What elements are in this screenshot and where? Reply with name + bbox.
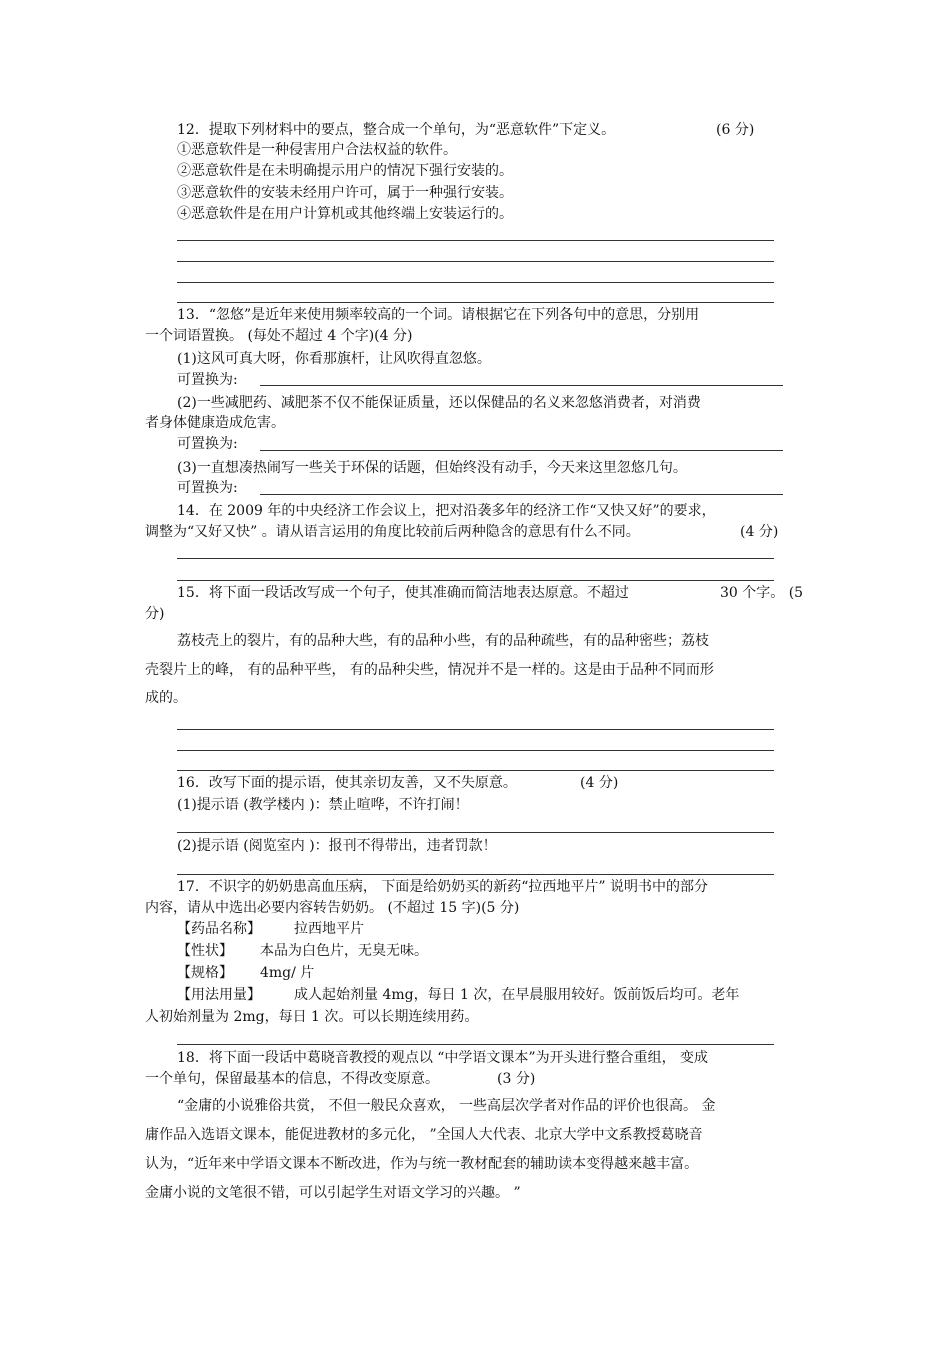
answer-line [177,240,774,241]
q16-sentence-1: (1)提示语 (教学楼内 )：禁止喧哗，不许打闹！ [177,797,469,813]
answer-line [260,450,783,451]
answer-line [177,729,774,730]
q12-score: (6 分) [716,122,755,138]
q13-sentence-3: (3)一直想凑热闹写一些关于环保的话题，但始终没有动手，今天来这里忽悠几句。 [177,460,687,476]
q17-usage-value: 成人起始剂量 4mg，每日 1 次，在早晨服用较好。饭前饭后均可。老年 [294,987,740,1003]
q13-replace-label-2: 可置换为: [177,436,238,452]
q17-stem-line1: 17．不识字的奶奶患高血压病， 下面是给奶奶买的新药“拉西地平片” 说明书中的部分 [177,879,709,895]
answer-line [260,385,783,386]
answer-line [260,494,783,495]
q16-sentence-2: (2)提示语 (阅览室内 )：报刊不得带出，违者罚款！ [177,838,497,854]
q14-score: (4 分) [740,524,779,540]
q17-drug-name-key: 【药品名称】 [177,921,261,937]
answer-line [177,770,774,771]
q16-stem: 16．改写下面的提示语，使其亲切友善，又不失原意。 [177,775,517,791]
q12-item-2: ②恶意软件是在未明确提示用户的情况下强行安装的。 [177,163,513,179]
q18-score: (3 分) [497,1071,536,1087]
answer-line [177,261,774,262]
answer-line [177,874,774,875]
q13-sentence-1: (1)这风可真大呀，你看那旗杆，让风吹得直忽悠。 [177,351,491,367]
q13-sentence-2-line1: (2)一些减肥药、减肥茶不仅不能保证质量，还以保健品的名义来忽悠消费者，对消费 [177,395,701,411]
q14-stem-line1: 14．在 2009 年的中央经济工作会议上，把对沿袭多年的经济工作“又快又好”的要求， [177,503,716,519]
q17-stem-line2: 内容，请从中选出必要内容转告奶奶。 (不超过 15 字)(5 分) [145,900,520,916]
q13-stem-line1: 13．“忽悠”是近年来使用频率较高的一个词。请根据它在下列各句中的意思，分别用 [177,307,700,323]
answer-line [177,832,774,833]
q15-stem-line2: 分) [145,606,165,622]
q13-replace-label-3: 可置换为: [177,480,238,496]
q17-usage-key: 【用法用量】 [177,987,261,1003]
q17-spec-key: 【规格】 [177,965,233,981]
q17-usage-line2: 人初始剂量为 2mg，每日 1 次。可以长期连续用药。 [145,1009,479,1025]
q12-stem: 12．提取下列材料中的要点，整合成一个单句，为“恶意软件”下定义。 [177,122,616,138]
q18-passage-line2: 庸作品入选语文课本，能促进教材的多元化， ”全国人大代表、北京大学中文系教授葛晓音 [145,1127,703,1143]
q15-stem-limit: 30 个字。 (5 [720,585,804,601]
q12-item-4: ④恶意软件是在用户计算机或其他终端上安装运行的。 [177,206,513,222]
q18-passage-line3: 认为，“近年来中学语文课本不断改进，作为与统一教材配套的辅助读本变得越来越丰富。 [145,1156,699,1172]
q17-drug-name-value: 拉西地平片 [294,921,364,937]
q12-item-3: ③恶意软件的安装未经用户许可，属于一种强行安装。 [177,185,513,201]
q18-passage-line4: 金庸小说的文笔很不错，可以引起学生对语文学习的兴趣。 ” [145,1185,521,1201]
q15-passage-line1: 荔枝壳上的裂片，有的品种大些，有的品种小些，有的品种疏些，有的品种密些；荔枝 [177,633,709,649]
q13-replace-label-1: 可置换为: [177,372,238,388]
q13-sentence-2-line2: 者身体健康造成危害。 [145,415,285,431]
q13-stem-line2: 一个词语置换。 (每处不超过 4 个字)(4 分) [145,328,413,344]
answer-line [177,1044,774,1045]
q15-passage-line2: 壳裂片上的峰， 有的品种平些， 有的品种尖些，情况并不是一样的。这是由于品种不同而形 [145,662,714,678]
q18-stem-line1: 18．将下面一段话中葛晓音教授的观点以 “中学语文课本”为开头进行整合重组， 变成 [177,1050,709,1066]
q17-property-value: 本品为白色片，无臭无味。 [260,943,428,959]
q15-passage-line3: 成的。 [145,690,187,706]
q12-item-1: ①恶意软件是一种侵害用户合法权益的软件。 [177,142,457,158]
answer-line [177,558,774,559]
q18-passage-line1: “金庸的小说雅俗共赏， 不但一般民众喜欢， 一些高层次学者对作品的评价也很高。 金 [177,1098,716,1114]
answer-line [177,282,774,283]
q14-stem-line2: 调整为“又好又快” 。请从语言运用的角度比较前后两种隐含的意思有什么不同。 [145,524,640,540]
q17-spec-value: 4mg/ 片 [260,965,315,981]
q18-stem-line2: 一个单句，保留最基本的信息，不得改变原意。 [145,1071,439,1087]
answer-line [177,750,774,751]
answer-line [177,302,774,303]
answer-line [177,580,774,581]
q17-property-key: 【性状】 [177,943,233,959]
q15-stem-line1: 15．将下面一段话改写成一个句子，使其准确而简洁地表达原意。不超过 [177,585,629,601]
q16-score: (4 分) [580,775,619,791]
